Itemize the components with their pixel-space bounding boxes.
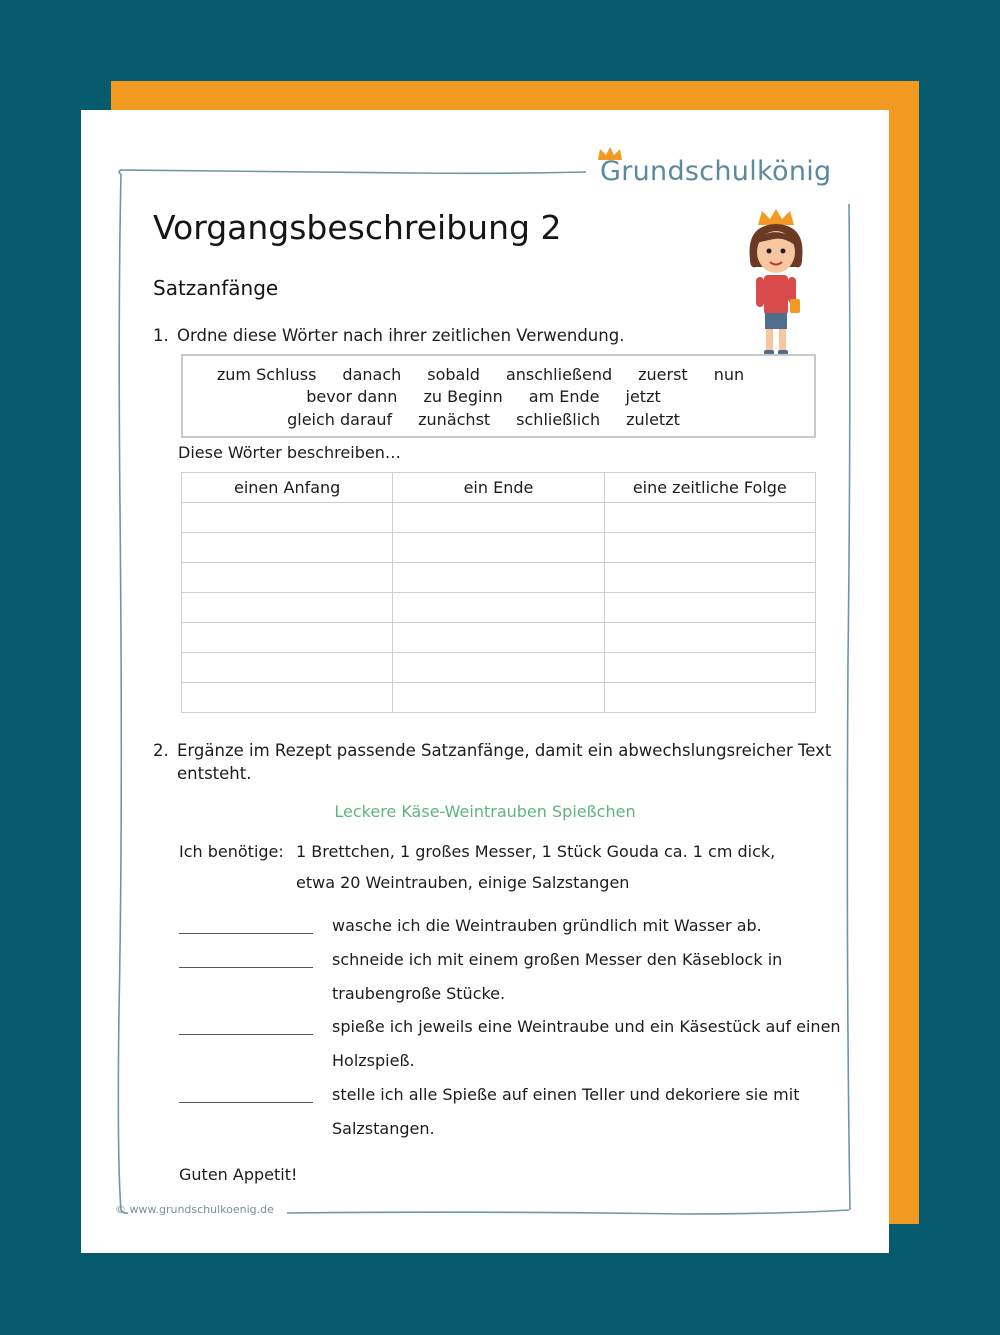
answer-cell[interactable] (604, 623, 815, 653)
answer-cell[interactable] (604, 503, 815, 533)
answer-blank[interactable] (179, 1102, 313, 1103)
word: gleich darauf (287, 410, 393, 429)
recipe-step: spieße ich jeweils eine Weintraube und ein Käsestück auf einen (332, 1017, 841, 1036)
answer-cell[interactable] (182, 503, 393, 533)
task-text: Ergänze im Rezept passende Satzanfänge, damit ein abwechslungsreicher Text (177, 741, 832, 760)
brand-logo: Grundschulkönig (600, 156, 832, 187)
sort-table (181, 472, 816, 713)
describe-label: Diese Wörter beschreiben… (178, 443, 401, 462)
answer-cell[interactable] (604, 593, 815, 623)
task-number: 1. (153, 326, 169, 345)
answer-cell[interactable] (182, 563, 393, 593)
answer-cell[interactable] (182, 653, 393, 683)
column-header-folge: eine zeitliche Folge (604, 473, 815, 503)
table-row (182, 683, 816, 713)
answer-cell[interactable] (393, 653, 604, 683)
word: schließlich (516, 410, 601, 429)
answer-cell[interactable] (393, 623, 604, 653)
task-number: 2. (153, 741, 169, 760)
word: bevor dann (306, 387, 398, 406)
word-row (168, 387, 799, 406)
word: anschließend (505, 365, 613, 384)
task-text-continued: entsteht. (177, 764, 252, 783)
table-row (182, 623, 816, 653)
word: zu Beginn (423, 387, 503, 406)
table-header-row (182, 473, 816, 503)
word: sobald (427, 365, 480, 384)
word-row (168, 410, 799, 429)
answer-cell[interactable] (604, 563, 815, 593)
recipe-step: schneide ich mit einem großen Messer den Käseblock in (332, 950, 783, 969)
recipe-step-continued: traubengroße Stücke. (332, 984, 506, 1003)
girl-illustration (736, 207, 816, 357)
word-box (181, 354, 816, 438)
answer-cell[interactable] (182, 533, 393, 563)
recipe-step-continued: Salzstangen. (332, 1119, 435, 1138)
table-row (182, 563, 816, 593)
answer-blank[interactable] (179, 967, 313, 968)
answer-cell[interactable] (393, 503, 604, 533)
table-row (182, 593, 816, 623)
footer-copyright: © www.grundschulkoenig.de (115, 1203, 274, 1216)
word: danach (342, 365, 402, 384)
word: jetzt (625, 387, 661, 406)
ingredients-label: Ich benötige: (179, 842, 284, 861)
answer-cell[interactable] (182, 623, 393, 653)
answer-cell[interactable] (604, 683, 815, 713)
recipe-title: Leckere Käse-Weintrauben Spießchen (334, 802, 636, 821)
task-1 (153, 326, 624, 345)
table-row (182, 503, 816, 533)
ingredients-line: 1 Brettchen, 1 großes Messer, 1 Stück Gouda ca. 1 cm dick, (296, 842, 776, 861)
task-2 (153, 741, 831, 760)
answer-cell[interactable] (393, 563, 604, 593)
closing-text: Guten Appetit! (179, 1165, 298, 1184)
answer-cell[interactable] (393, 593, 604, 623)
task-text: Ordne diese Wörter nach ihrer zeitlichen Verwendung. (177, 326, 625, 345)
column-header-anfang: einen Anfang (182, 473, 393, 503)
answer-blank[interactable] (179, 1034, 313, 1035)
answer-blank[interactable] (179, 933, 313, 934)
word: zum Schluss (216, 365, 317, 384)
answer-cell[interactable] (393, 533, 604, 563)
answer-cell[interactable] (182, 593, 393, 623)
worksheet-subtitle: Satzanfänge (153, 276, 279, 300)
worksheet-page (81, 110, 889, 1253)
word: zuerst (638, 365, 688, 384)
table-row (182, 653, 816, 683)
word: zuletzt (626, 410, 680, 429)
word: am Ende (528, 387, 600, 406)
column-header-ende: ein Ende (393, 473, 604, 503)
ingredients-line: etwa 20 Weintrauben, einige Salzstangen (296, 873, 630, 892)
recipe-step-continued: Holzspieß. (332, 1051, 415, 1070)
word-row (165, 365, 796, 384)
word: nun (713, 365, 745, 384)
answer-cell[interactable] (604, 533, 815, 563)
answer-cell[interactable] (182, 683, 393, 713)
recipe-step: stelle ich alle Spieße auf einen Teller und dekoriere sie mit (332, 1085, 800, 1104)
table-row (182, 533, 816, 563)
recipe-step: wasche ich die Weintrauben gründlich mit Wasser ab. (332, 916, 762, 935)
answer-cell[interactable] (604, 653, 815, 683)
worksheet-title: Vorgangsbeschreibung 2 (153, 208, 562, 247)
answer-cell[interactable] (393, 683, 604, 713)
word: zunächst (418, 410, 491, 429)
